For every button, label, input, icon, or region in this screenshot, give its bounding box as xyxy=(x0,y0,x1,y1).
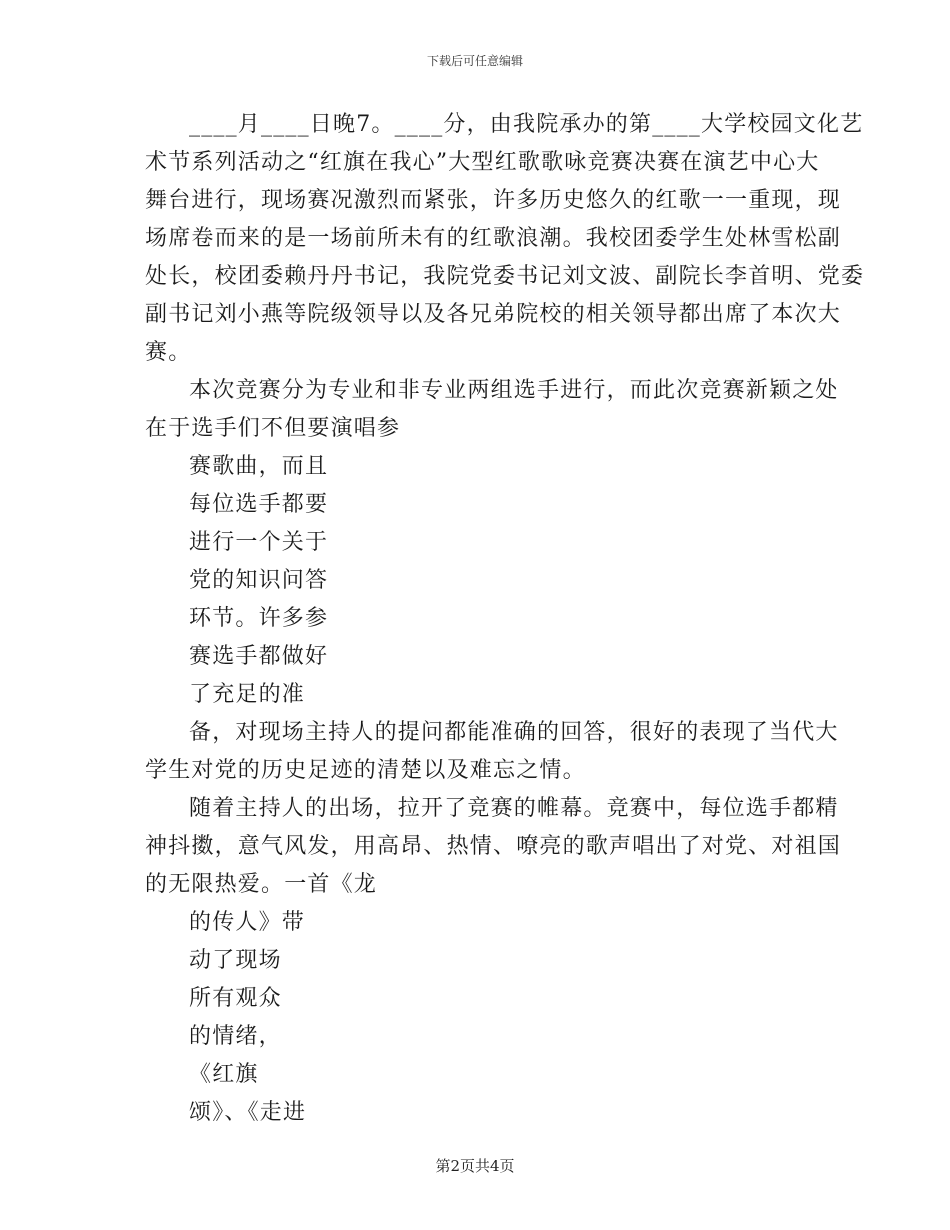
text-line: 环节。许多参 xyxy=(189,606,329,631)
text-line: 赛。 xyxy=(145,340,192,365)
page-footer: 第2页共4页 xyxy=(435,1157,515,1175)
text-line: 《红旗 xyxy=(189,1062,259,1087)
text-line: 备，对现场主持人的提问都能准确的回答，很好的表现了当代大 xyxy=(189,720,839,745)
text-line: 进行一个关于 xyxy=(189,530,329,555)
text-line: 本次竞赛分为专业和非专业两组选手进行，而此次竞赛新颖之处 xyxy=(189,378,839,403)
text-line: 在于选手们不但要演唱参 xyxy=(145,416,401,441)
text-line: 舞台进行，现场赛况激烈而紧张，许多历史悠久的红歌一一重现，现 xyxy=(145,188,842,213)
text-line: 的传人》带 xyxy=(189,910,306,935)
text-line: 赛选手都做好 xyxy=(189,644,329,669)
page-header: 下载后可任意编辑 xyxy=(426,54,523,68)
text-line: 随着主持人的出场，拉开了竞赛的帷幕。竞赛中，每位选手都精 xyxy=(189,796,839,821)
text-line: 场席卷而来的是一场前所未有的红歌浪潮。我校团委学生处林雪松副 xyxy=(145,226,842,251)
text-line: 了充足的准 xyxy=(189,682,306,707)
text-line: 动了现场 xyxy=(189,948,282,973)
text-line: 的无限热爱。一首《龙 xyxy=(145,872,378,897)
text-line: 术节系列活动之“红旗在我心”大型红歌歌咏竞赛决赛在演艺中心大 xyxy=(145,150,820,175)
text-line: 副书记刘小燕等院级领导以及各兄弟院校的相关领导都出席了本次大 xyxy=(145,302,842,327)
text-line: 所有观众 xyxy=(189,986,282,1011)
text-line: 处长，校团委赖丹丹书记，我院党委书记刘文波、副院长李首明、党委 xyxy=(145,264,865,289)
text-line: 颂》、《走进 xyxy=(189,1100,307,1125)
text-line: ____月____日晚7。____分，由我院承办的第____大学校园文化艺 xyxy=(189,112,864,137)
text-line: 学生对党的历史足迹的清楚以及难忘之情。 xyxy=(145,758,586,783)
document-body xyxy=(145,106,865,1132)
text-line: 的情绪， xyxy=(189,1024,282,1049)
text-line: 党的知识问答 xyxy=(189,568,329,593)
text-line: 每位选手都要 xyxy=(189,492,329,517)
text-line: 神抖擞，意气风发，用高昂、热情、嘹亮的歌声唱出了对党、对祖国 xyxy=(145,834,842,859)
text-line: 赛歌曲，而且 xyxy=(189,454,329,479)
